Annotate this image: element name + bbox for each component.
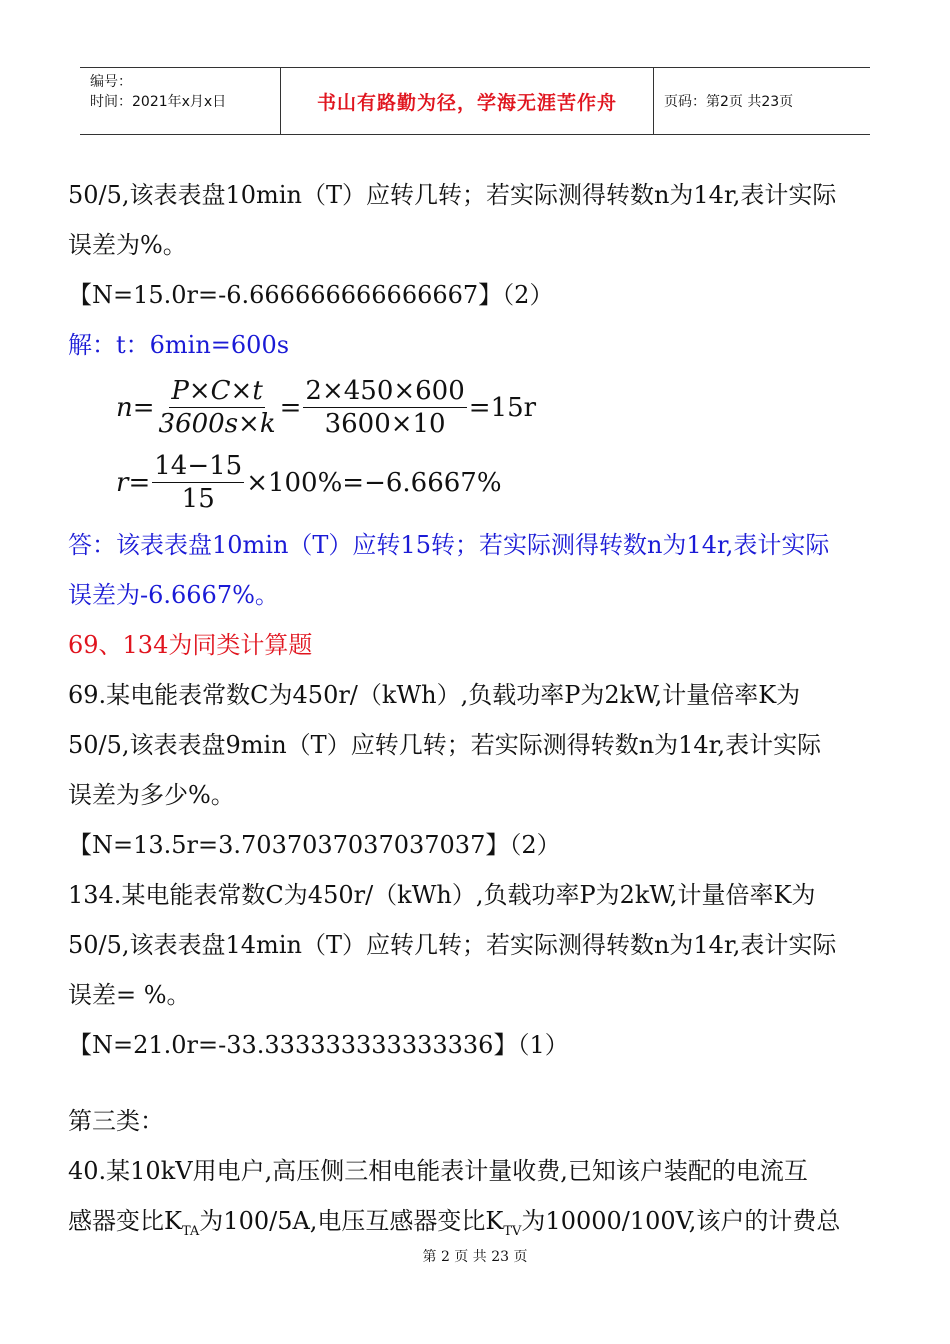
- formula-n-lhs: n: [116, 392, 133, 423]
- question-134-line: 134.某电能表常数C为450r/（kWh）,负载功率P为2kW,计量倍率K为: [68, 881, 816, 909]
- answer-line: 答：该表表盘10min（T）应转15转；若实际测得转数n为14r,表计实际: [68, 531, 830, 559]
- document-body: [68, 170, 888, 1257]
- document-header: [80, 67, 870, 135]
- category-heading: 第三类：: [68, 1107, 164, 1135]
- formula-n-result: =15r: [468, 392, 537, 423]
- fraction-numerator: P×C×t: [171, 376, 263, 406]
- question-69-line: 误差为多少%。: [68, 781, 235, 809]
- header-code-label: 编号：: [90, 74, 132, 90]
- spacer: [68, 1070, 888, 1096]
- formula-n-fraction-1: [157, 375, 278, 440]
- header-meta: [80, 68, 281, 134]
- text-line: 50/5,该表表盘10min（T）应转几转；若实际测得转数n为14r,表计实际: [68, 181, 837, 209]
- page-footer: 第 2 页 共 23 页: [422, 1249, 528, 1265]
- formula-n: [116, 370, 888, 445]
- formula-n-fraction-2: [303, 375, 466, 440]
- answer-key-line: 【N=21.0r=-33.333333333333336】（1）: [68, 1031, 569, 1059]
- formula-n-eq2: =: [279, 392, 302, 423]
- header-page-info: 页码：第2页 共23页: [664, 94, 794, 110]
- fraction-denominator: 3600s×k: [158, 409, 276, 439]
- formula-r-result: ×100%=−6.6667%: [246, 467, 502, 498]
- subscript-tv: TV: [503, 1223, 522, 1239]
- formula-r: [116, 445, 888, 520]
- question-69-line: 50/5,该表表盘9min（T）应转几转；若实际测得转数n为14r,表计实际: [68, 731, 822, 759]
- question-40-line: 感器变比$K_{TA}$为100/5A,电压互感器变比$K_{TV}$为10000/100V,该户的计费总: [68, 1207, 841, 1239]
- question-134-line: 误差= %。: [68, 981, 191, 1009]
- formula-n-eq1: =: [132, 392, 155, 423]
- header-motto: 书山有路勤为径，学海无涯苦作舟: [281, 68, 654, 134]
- same-type-note: 69、134为同类计算题: [68, 631, 313, 659]
- solution-heading: 解：t：6min=600s: [68, 331, 290, 359]
- formula-r-fraction: [152, 450, 244, 515]
- fraction-numerator: 14−15: [154, 451, 243, 481]
- formula-r-eq: =: [128, 467, 151, 498]
- subscript-ta: TA: [181, 1223, 200, 1239]
- answer-key-line: 【N=13.5r=3.7037037037037037】（2）: [68, 831, 561, 859]
- answer-line: 误差为-6.6667%。: [68, 581, 279, 609]
- answer-key-line: 【N=15.0r=-6.666666666666667】（2）: [68, 281, 554, 309]
- question-134-line: 50/5,该表表盘14min（T）应转几转；若实际测得转数n为14r,表计实际: [68, 931, 837, 959]
- question-69-line: 69.某电能表常数C为450r/（kWh）,负载功率P为2kW,计量倍率K为: [68, 681, 801, 709]
- header-time-label: 时间：2021年x月x日: [90, 94, 227, 110]
- text-line: 误差为%。: [68, 231, 187, 259]
- formula-r-lhs: r: [116, 467, 129, 498]
- question-40-line: 40.某10kV用电户,高压侧三相电能表计量收费,已知该户装配的电流互: [68, 1157, 808, 1185]
- fraction-numerator: 2×450×600: [305, 376, 465, 406]
- fraction-denominator: 15: [181, 484, 215, 514]
- fraction-denominator: 3600×10: [324, 409, 446, 439]
